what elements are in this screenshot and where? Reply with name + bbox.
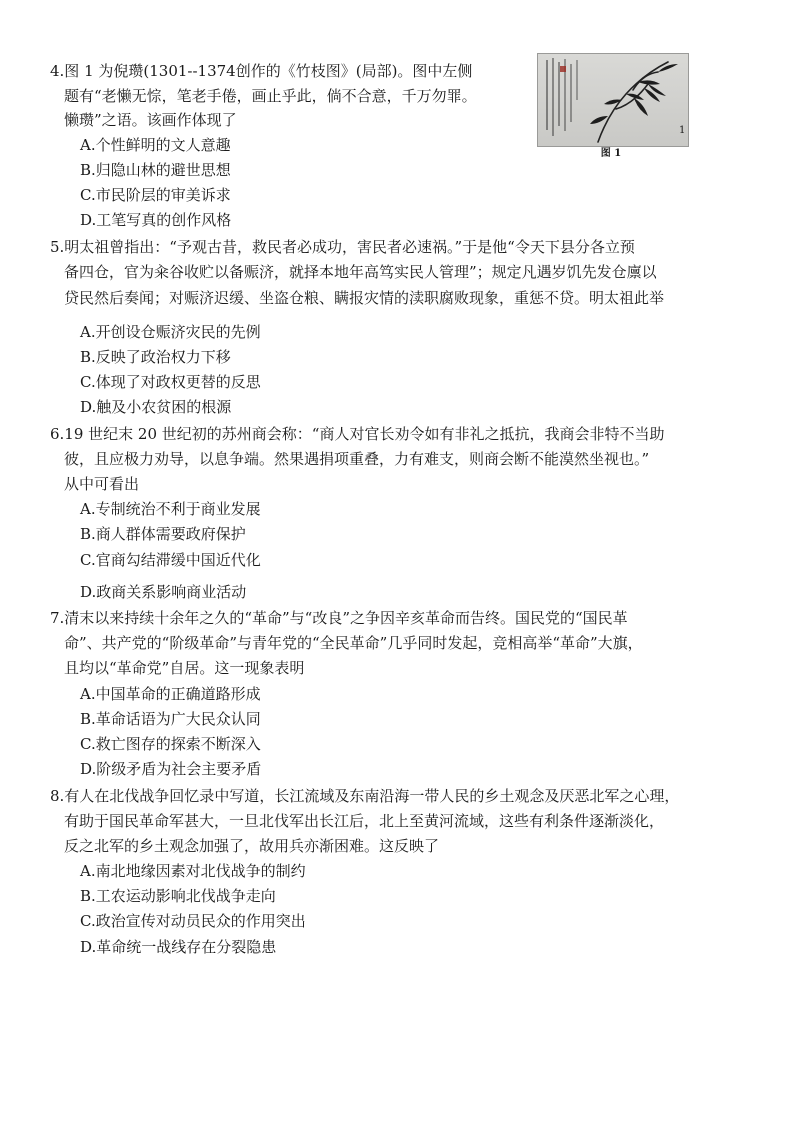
q4-option-a[interactable]: A.个性鲜明的文人意趣 bbox=[80, 136, 231, 154]
q6-stem-line-1: 6.19 世纪末 20 世纪初的苏州商会称：“商人对官长劝令如有非礼之抵抗，我商会非特不当助 bbox=[50, 425, 665, 443]
q5-option-b[interactable]: B.反映了政治权力下移 bbox=[80, 348, 231, 366]
q5-option-c[interactable]: C.体现了对政权更替的反思 bbox=[80, 373, 261, 391]
q6-option-d[interactable]: D.政商关系影响商业活动 bbox=[80, 583, 247, 601]
q4-stem-line-1: 4.图 1 为倪瓒(1301--1374创作的《竹枝图》(局部)。图中左侧 bbox=[50, 62, 473, 80]
q8-stem-line-3: 反之北军的乡土观念加强了，故用兵亦渐困难。这反映了 bbox=[64, 837, 440, 855]
q7-stem-line-2: 命”、共产党的“阶级革命”与青年党的“全民革命”几乎同时发起，竞相高举“革命”大旗， bbox=[64, 634, 643, 652]
figure-mark: 1 bbox=[679, 125, 686, 136]
figure-caption: 图 1 bbox=[600, 148, 622, 159]
q8-stem-line-2: 有助于国民革命军甚大，一旦北伐军出长江后，北上至黄河流域，这些有利条件逐渐淡化， bbox=[64, 812, 665, 830]
q4-stem-line-2: 题有“老懒无悰，笔老手倦，画止乎此，倘不合意，千万勿罪。 bbox=[64, 87, 477, 105]
q8-stem-line-1: 8.有人在北伐战争回忆录中写道，长江流域及东南沿海一带人民的乡土观念及厌恶北军之心理， bbox=[50, 787, 680, 805]
q4-option-b[interactable]: B.归隐山林的避世思想 bbox=[80, 161, 231, 179]
q5-stem-line-3: 贷民然后奏闻；对赈济迟缓、坐盗仓粮、瞒报灾情的渎职腐败现象，重惩不贷。明太祖此举 bbox=[64, 289, 665, 307]
q7-option-a[interactable]: A.中国革命的正确道路形成 bbox=[80, 685, 261, 703]
q4-option-d[interactable]: D.工笔写真的创作风格 bbox=[80, 211, 232, 229]
q6-option-a[interactable]: A.专制统治不利于商业发展 bbox=[80, 500, 261, 518]
q6-stem-line-3: 从中可看出 bbox=[64, 475, 140, 493]
q7-option-b[interactable]: B.革命话语为广大民众认同 bbox=[80, 710, 261, 728]
q7-option-c[interactable]: C.救亡图存的探索不断深入 bbox=[80, 735, 261, 753]
q5-stem-line-2: 备四仓，官为籴谷收贮以备赈济，就择本地年高笃实民人管理”；规定凡遇岁饥先发仓廪以 bbox=[64, 263, 657, 281]
q7-option-d[interactable]: D.阶级矛盾为社会主要矛盾 bbox=[80, 760, 262, 778]
q8-option-d[interactable]: D.革命统一战线存在分裂隐患 bbox=[80, 938, 277, 956]
q8-option-b[interactable]: B.工农运动影响北伐战争走向 bbox=[80, 887, 276, 905]
bamboo-painting-image bbox=[537, 53, 689, 147]
q8-option-c[interactable]: C.政治宣传对动员民众的作用突出 bbox=[80, 912, 306, 930]
q7-stem-line-3: 且均以“革命党”自居。这一现象表明 bbox=[64, 659, 305, 677]
q6-option-b[interactable]: B.商人群体需要政府保护 bbox=[80, 525, 246, 543]
q5-option-d[interactable]: D.触及小农贫困的根源 bbox=[80, 398, 232, 416]
q6-stem-line-2: 彼，且应极力劝导，以息争端。然果遇捐项重叠，力有难支，则商会断不能漠然坐视也。” bbox=[64, 450, 650, 468]
q8-option-a[interactable]: A.南北地缘因素对北伐战争的制约 bbox=[80, 862, 306, 880]
q6-option-c[interactable]: C.官商勾结滞缓中国近代化 bbox=[80, 551, 261, 569]
q5-option-a[interactable]: A.开创设仓赈济灾民的先例 bbox=[80, 323, 261, 341]
q4-stem-line-3: 懒瓒”之语。该画作体现了 bbox=[64, 111, 237, 129]
q7-stem-line-1: 7.清末以来持续十余年之久的“革命”与“改良”之争因辛亥革命而告终。国民党的“国民革 bbox=[50, 609, 628, 627]
q4-option-c[interactable]: C.市民阶层的审美诉求 bbox=[80, 186, 231, 204]
q5-stem-line-1: 5.明太祖曾指出：“予观古昔，救民者必成功，害民者必速祸。”于是他“令天下县分各立预 bbox=[50, 238, 635, 256]
